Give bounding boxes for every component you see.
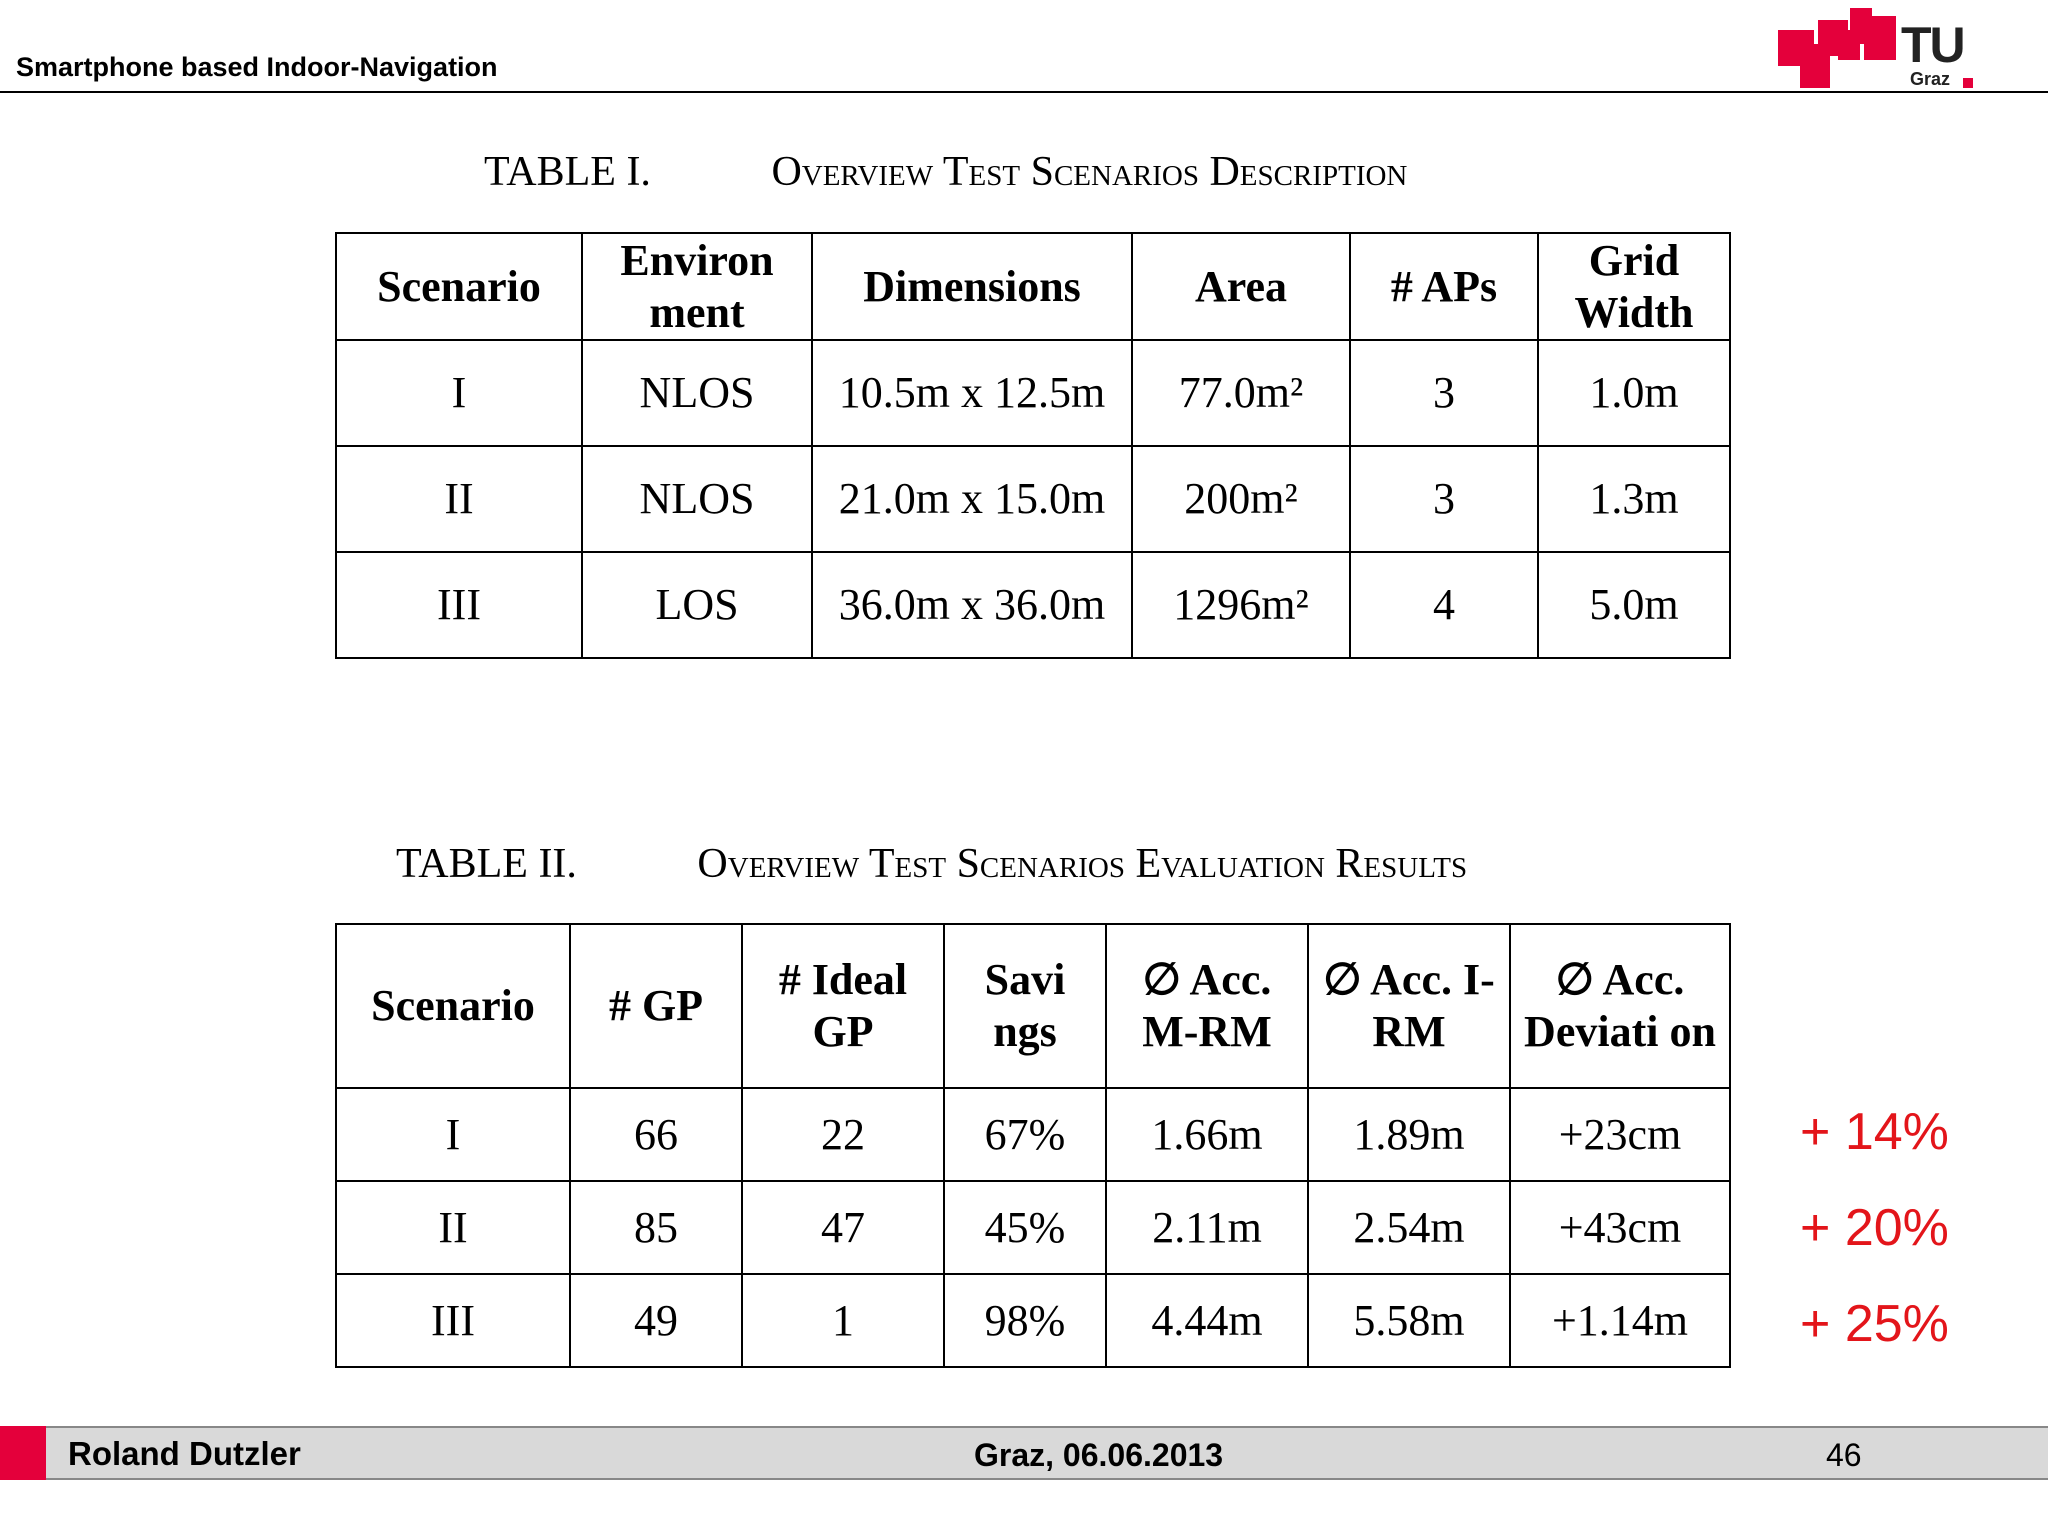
logo-text: TU — [1901, 17, 1964, 73]
table2-cell: 66 — [570, 1088, 742, 1181]
table2-cell: 67% — [944, 1088, 1106, 1181]
table2-cell: 22 — [742, 1088, 944, 1181]
table2-cell: 2.11m — [1106, 1181, 1308, 1274]
page-number: 46 — [1826, 1437, 1862, 1473]
table1-cell: 1.3m — [1538, 446, 1730, 552]
table1-title: Overview Test Scenarios Description — [771, 149, 1408, 195]
table1-cell: 3 — [1350, 340, 1538, 446]
table1-cell: 36.0m x 36.0m — [812, 552, 1132, 658]
table2-cell: 2.54m — [1308, 1181, 1510, 1274]
table1-cell: 77.0m² — [1132, 340, 1350, 446]
footer-accent — [0, 1426, 46, 1480]
footer-date: Graz, 06.06.2013 — [974, 1437, 1224, 1473]
table2-cell: 98% — [944, 1274, 1106, 1367]
table1-header-cell: Scenario — [336, 233, 582, 340]
presentation-title: Smartphone based Indoor-Navigation — [16, 52, 498, 82]
table1-header-cell: Environ ment — [582, 233, 812, 340]
table1-header-row — [336, 233, 1730, 340]
table2-cell: III — [336, 1274, 570, 1367]
table2-cell: 5.58m — [1308, 1274, 1510, 1367]
improvement-label: + 20% — [1800, 1199, 1949, 1257]
table2-cell: 1.89m — [1308, 1088, 1510, 1181]
footer-bar — [0, 1426, 2048, 1480]
table2-cell: +43cm — [1510, 1181, 1730, 1274]
table1-cell: 1.0m — [1538, 340, 1730, 446]
table2-cell: I — [336, 1088, 570, 1181]
table2-cell: 45% — [944, 1181, 1106, 1274]
table1-cell: NLOS — [582, 340, 812, 446]
table-row — [336, 1088, 1730, 1181]
table1-cell: 4 — [1350, 552, 1538, 658]
table-row — [336, 1274, 1730, 1367]
table1-header-cell: Area — [1132, 233, 1350, 340]
table2-title: Overview Test Scenarios Evaluation Results — [697, 841, 1468, 887]
table-row — [336, 552, 1730, 658]
table2-cell: 1 — [742, 1274, 944, 1367]
table1-cell: II — [336, 446, 582, 552]
table1-header-cell: Dimensions — [812, 233, 1132, 340]
table-row — [336, 446, 1730, 552]
table2-cell: 85 — [570, 1181, 742, 1274]
table1-cell: 200m² — [1132, 446, 1350, 552]
table2-header-cell: # GP — [570, 924, 742, 1088]
footer-author: Roland Dutzler — [68, 1435, 301, 1472]
logo-subtext: Graz — [1910, 69, 1951, 89]
table2-header-cell: ∅ Acc. Deviati on — [1510, 924, 1730, 1088]
table2-cell: 1.66m — [1106, 1088, 1308, 1181]
table2-label: TABLE II. — [396, 841, 577, 887]
improvement-label: + 14% — [1800, 1103, 1949, 1161]
table1-label: TABLE I. — [484, 149, 651, 195]
table2-cell: +23cm — [1510, 1088, 1730, 1181]
table-row — [336, 1181, 1730, 1274]
table2-header-cell: Savi ngs — [944, 924, 1106, 1088]
header-divider — [0, 91, 2048, 93]
table2-header-cell: Scenario — [336, 924, 570, 1088]
table1-header-cell: # APs — [1350, 233, 1538, 340]
table2-header-cell: ∅ Acc. I- RM — [1308, 924, 1510, 1088]
tu-graz-logo — [1778, 8, 1978, 90]
table1-cell: 21.0m x 15.0m — [812, 446, 1132, 552]
table2-cell: 4.44m — [1106, 1274, 1308, 1367]
table1-caption — [484, 148, 1407, 196]
table2-cell: +1.14m — [1510, 1274, 1730, 1367]
table1 — [335, 232, 1731, 659]
table2-cell: II — [336, 1181, 570, 1274]
table1-cell: I — [336, 340, 582, 446]
table2-cell: 47 — [742, 1181, 944, 1274]
table2-caption — [396, 840, 1467, 888]
table1-cell: LOS — [582, 552, 812, 658]
table2 — [335, 923, 1731, 1368]
table2-header-cell: # Ideal GP — [742, 924, 944, 1088]
table2-header-cell: ∅ Acc. M-RM — [1106, 924, 1308, 1088]
table1-cell: III — [336, 552, 582, 658]
table2-header-row — [336, 924, 1730, 1088]
table-row — [336, 340, 1730, 446]
table1-cell: NLOS — [582, 446, 812, 552]
table1-cell: 3 — [1350, 446, 1538, 552]
table1-cell: 10.5m x 12.5m — [812, 340, 1132, 446]
improvement-label: + 25% — [1800, 1295, 1949, 1353]
table1-cell: 1296m² — [1132, 552, 1350, 658]
table1-header-cell: Grid Width — [1538, 233, 1730, 340]
table1-cell: 5.0m — [1538, 552, 1730, 658]
table2-cell: 49 — [570, 1274, 742, 1367]
